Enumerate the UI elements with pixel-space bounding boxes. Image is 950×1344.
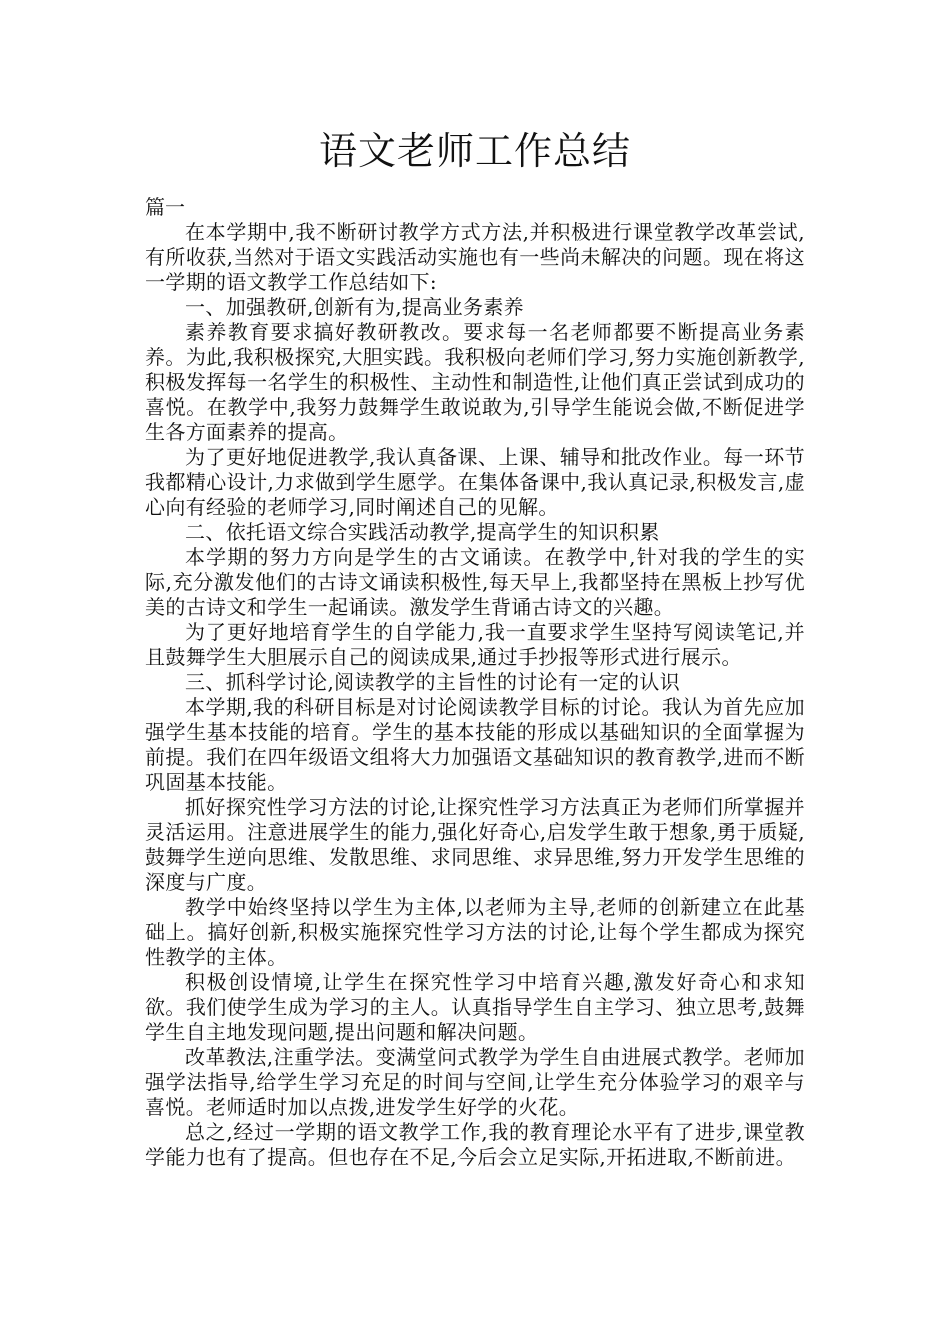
section-heading: 二、依托语文综合实践活动教学,提高学生的知识积累: [185, 520, 660, 544]
body-paragraph: 本学期,我的科研目标是对讨论阅读教学目标的讨论。我认为首先应加强学生基本技能的培育。学生的基本技能的形成以基础知识的全面掌握为前提。我们在四年级语文组将大力加强语文基础知识的教育教学,进而不断巩固基本技能。: [145, 695, 805, 794]
body-paragraph: 素养教育要求搞好教研教改。要求每一名老师都要不断提高业务素养。为此,我积极探究,大胆实践。我积极向老师们学习,努力实施创新教学,积极发挥每一名学生的积极性、主动性和制造性,让他们真正尝试到成功的喜悦。在教学中,我努力鼓舞学生敢说敢为,引导学生能说会做,不断促进学生各方面素养的提高。: [145, 320, 805, 444]
body-paragraph: 为了更好地促进教学,我认真备课、上课、辅导和批改作业。每一环节我都精心设计,力求做到学生愿学。在集体备课中,我认真记录,积极发言,虚心向有经验的老师学习,同时阐述自己的见解。: [145, 445, 805, 519]
body-paragraph: 在本学期中,我不断研讨教学方式方法,并积极进行课堂教学改革尝试,有所收获,当然对于语文实践活动实施也有一些尚未解决的问题。现在将这一学期的语文教学工作总结如下:: [145, 220, 805, 294]
section-label: 篇一: [145, 195, 185, 219]
body-paragraph: 积极创设情境,让学生在探究性学习中培育兴趣,激发好奇心和求知欲。我们使学生成为学习的主人。认真指导学生自主学习、独立思考,鼓舞学生自主地发现问题,提出问题和解决问题。: [145, 970, 805, 1044]
section-heading: 三、抓科学讨论,阅读教学的主旨性的讨论有一定的认识: [185, 670, 681, 694]
body-paragraph: 教学中始终坚持以学生为主体,以老师为主导,老师的创新建立在此基础上。搞好创新,积极实施探究性学习方法的讨论,让每个学生都成为探究性教学的主体。: [145, 895, 805, 969]
document-title: 语文老师工作总结: [318, 129, 631, 173]
body-paragraph: 总之,经过一学期的语文教学工作,我的教育理论水平有了进步,课堂教学能力也有了提高。但也存在不足,今后会立足实际,开拓进取,不断前进。: [145, 1120, 805, 1169]
document-body: [145, 220, 805, 1170]
body-paragraph: 抓好探究性学习方法的讨论,让探究性学习方法真正为老师们所掌握并灵活运用。注意进展学生的能力,强化好奇心,启发学生敢于想象,勇于质疑,鼓舞学生逆向思维、发散思维、求同思维、求异思维,努力开发学生思维的深度与广度。: [145, 795, 805, 894]
body-paragraph: 改革教法,注重学法。变满堂问式教学为学生自由进展式教学。老师加强学法指导,给学生学习充足的时间与空间,让学生充分体验学习的艰辛与喜悦。老师适时加以点拨,进发学生好学的火花。: [145, 1045, 805, 1119]
document-page: [145, 125, 805, 1170]
body-paragraph: 本学期的努力方向是学生的古文诵读。在教学中,针对我的学生的实际,充分激发他们的古诗文诵读积极性,每天早上,我都坚持在黑板上抄写优美的古诗文和学生一起诵读。激发学生背诵古诗文的兴趣。: [145, 545, 805, 619]
body-paragraph: 为了更好地培育学生的自学能力,我一直要求学生坚持写阅读笔记,并且鼓舞学生大胆展示自己的阅读成果,通过手抄报等形式进行展示。: [145, 620, 805, 669]
section-heading: 一、加强教研,创新有为,提高业务素养: [185, 295, 525, 319]
